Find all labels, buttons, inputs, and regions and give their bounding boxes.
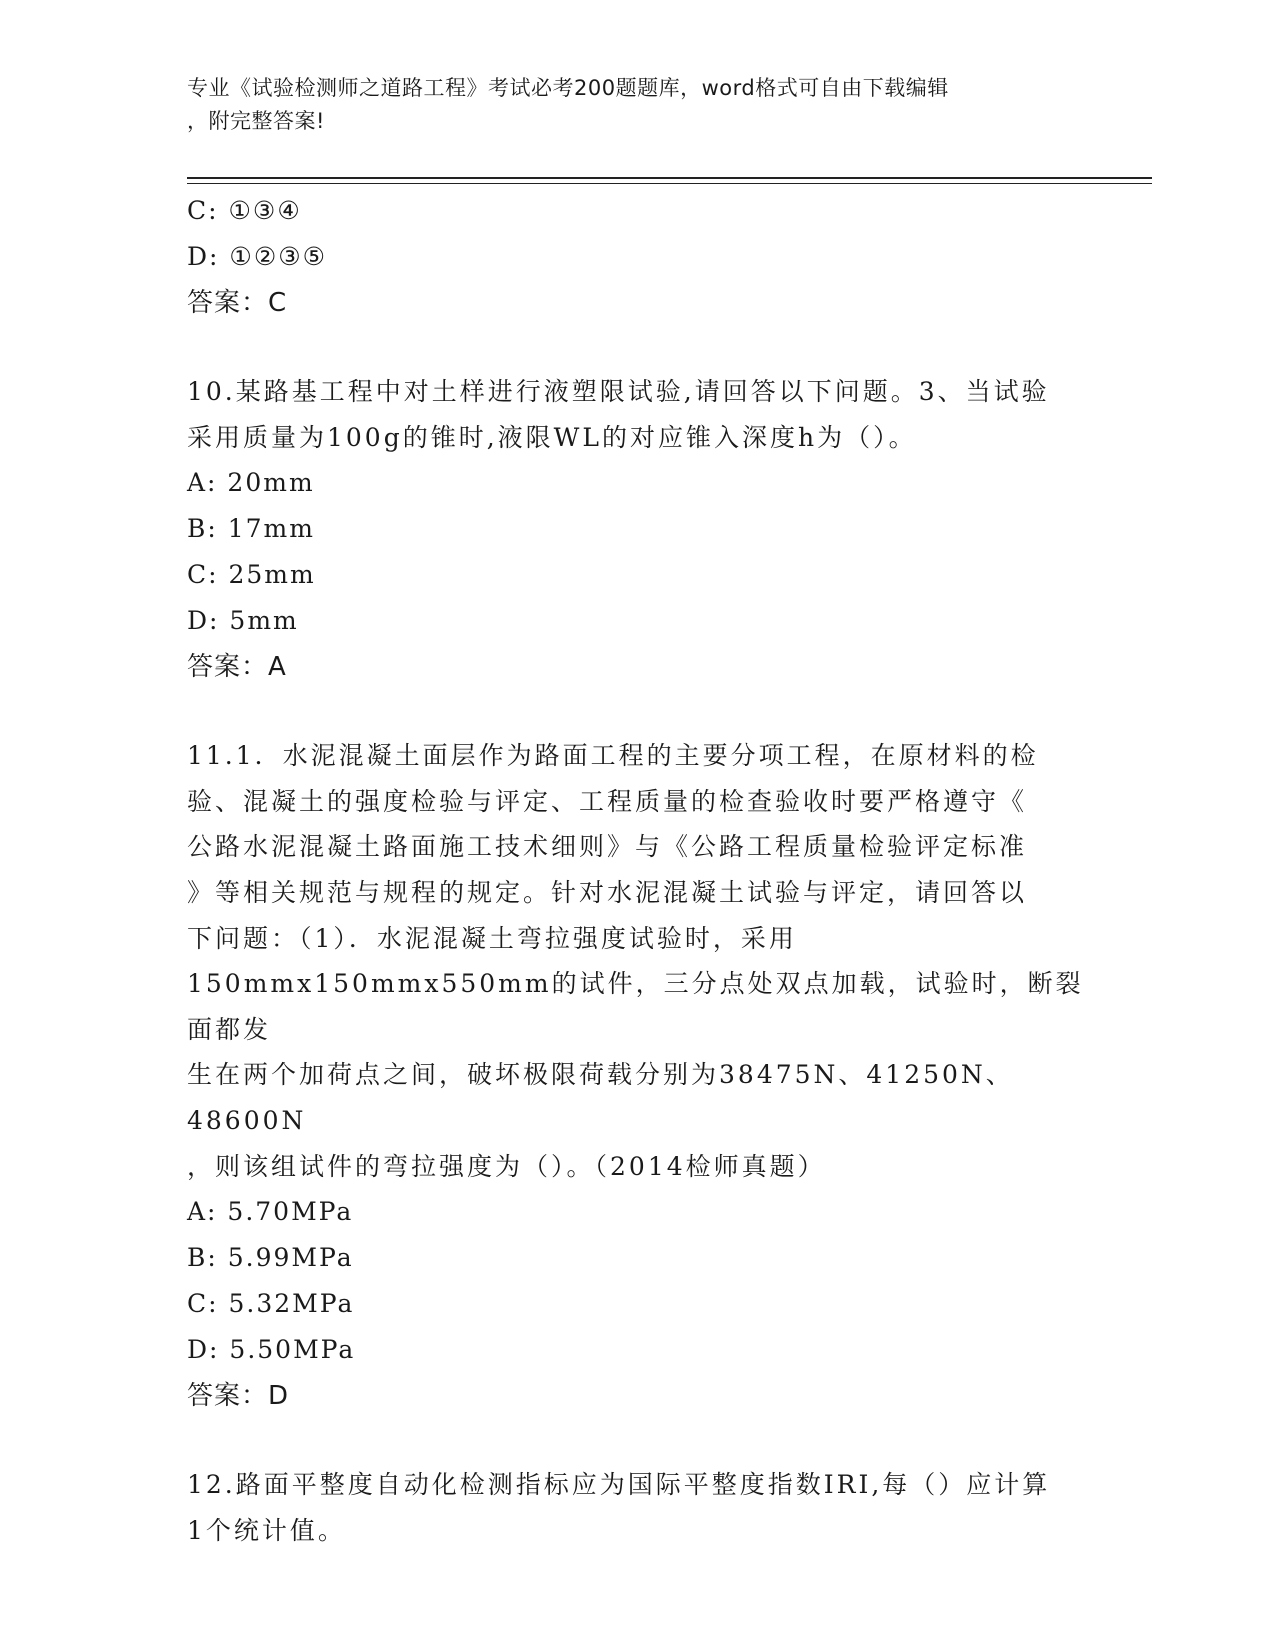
header-line-2: ，附完整答案!	[187, 109, 325, 133]
previous-question-tail	[187, 188, 1087, 326]
option-d: D: 5mm	[187, 606, 299, 636]
option-b: B: 17mm	[187, 514, 315, 544]
question-line: 11.1．水泥混凝土面层作为路面工程的主要分项工程，在原材料的检	[187, 741, 1039, 771]
question-line: 》等相关规范与规程的规定。针对水泥混凝土试验与评定，请回答以	[187, 877, 1028, 907]
option-d: D: 5.50MPa	[187, 1335, 356, 1365]
answer-line: 答案：D	[187, 1381, 290, 1412]
option-a: A: 20mm	[187, 468, 315, 498]
header-rule-thick	[187, 177, 1152, 179]
spacer	[187, 1419, 1087, 1462]
question-line: 10.某路基工程中对土样进行液塑限试验,请回答以下问题。3、当试验	[187, 377, 1050, 406]
question-line: 公路水泥混凝土路面施工技术细则》与《公路工程质量检验评定标准	[187, 832, 1028, 862]
spacer	[187, 326, 1087, 369]
question-line: 下问题：（1）．水泥混凝土弯拉强度试验时，采用	[187, 923, 797, 953]
question-line: 生在两个加荷点之间，破坏极限荷载分别为38475N、41250N、48600N	[187, 1060, 1014, 1135]
header-line-1: 专业《试验检测师之道路工程》考试必考200题题库，word格式可自由下载编辑	[187, 76, 949, 100]
option-c: C: 5.32MPa	[187, 1289, 355, 1319]
question-content	[187, 188, 1087, 1553]
answer-line: 答案：A	[187, 652, 287, 683]
answer-line: 答案：C	[187, 288, 288, 318]
question-line: 采用质量为100g的锥时,液限WL的对应锥入深度h为（）。	[187, 422, 917, 452]
option-a: A: 5.70MPa	[187, 1197, 354, 1227]
question-line: ，则该组试件的弯拉强度为（）。（2014检师真题）	[187, 1151, 826, 1181]
header-rule-thin	[187, 183, 1152, 184]
document-header	[187, 72, 1087, 138]
question-line: 150mmx150mmx550mm的试件，三分点处双点加载，试验时，断裂面都发	[187, 969, 1084, 1044]
option-c: C: ①③④	[187, 196, 302, 225]
question-line: 12.路面平整度自动化检测指标应为国际平整度指数IRI,每（）应计算	[187, 1470, 1051, 1500]
question-10	[187, 369, 1087, 690]
option-d: D: ①②③⑤	[187, 242, 328, 271]
option-b: B: 5.99MPa	[187, 1243, 354, 1273]
question-11	[187, 733, 1087, 1419]
question-line: 验、混凝土的强度检验与评定、工程质量的检查验收时要严格遵守《	[187, 786, 1028, 816]
question-12	[187, 1462, 1087, 1553]
spacer	[187, 690, 1087, 733]
question-line: 1个统计值。	[187, 1515, 346, 1545]
option-c: C: 25mm	[187, 560, 316, 590]
